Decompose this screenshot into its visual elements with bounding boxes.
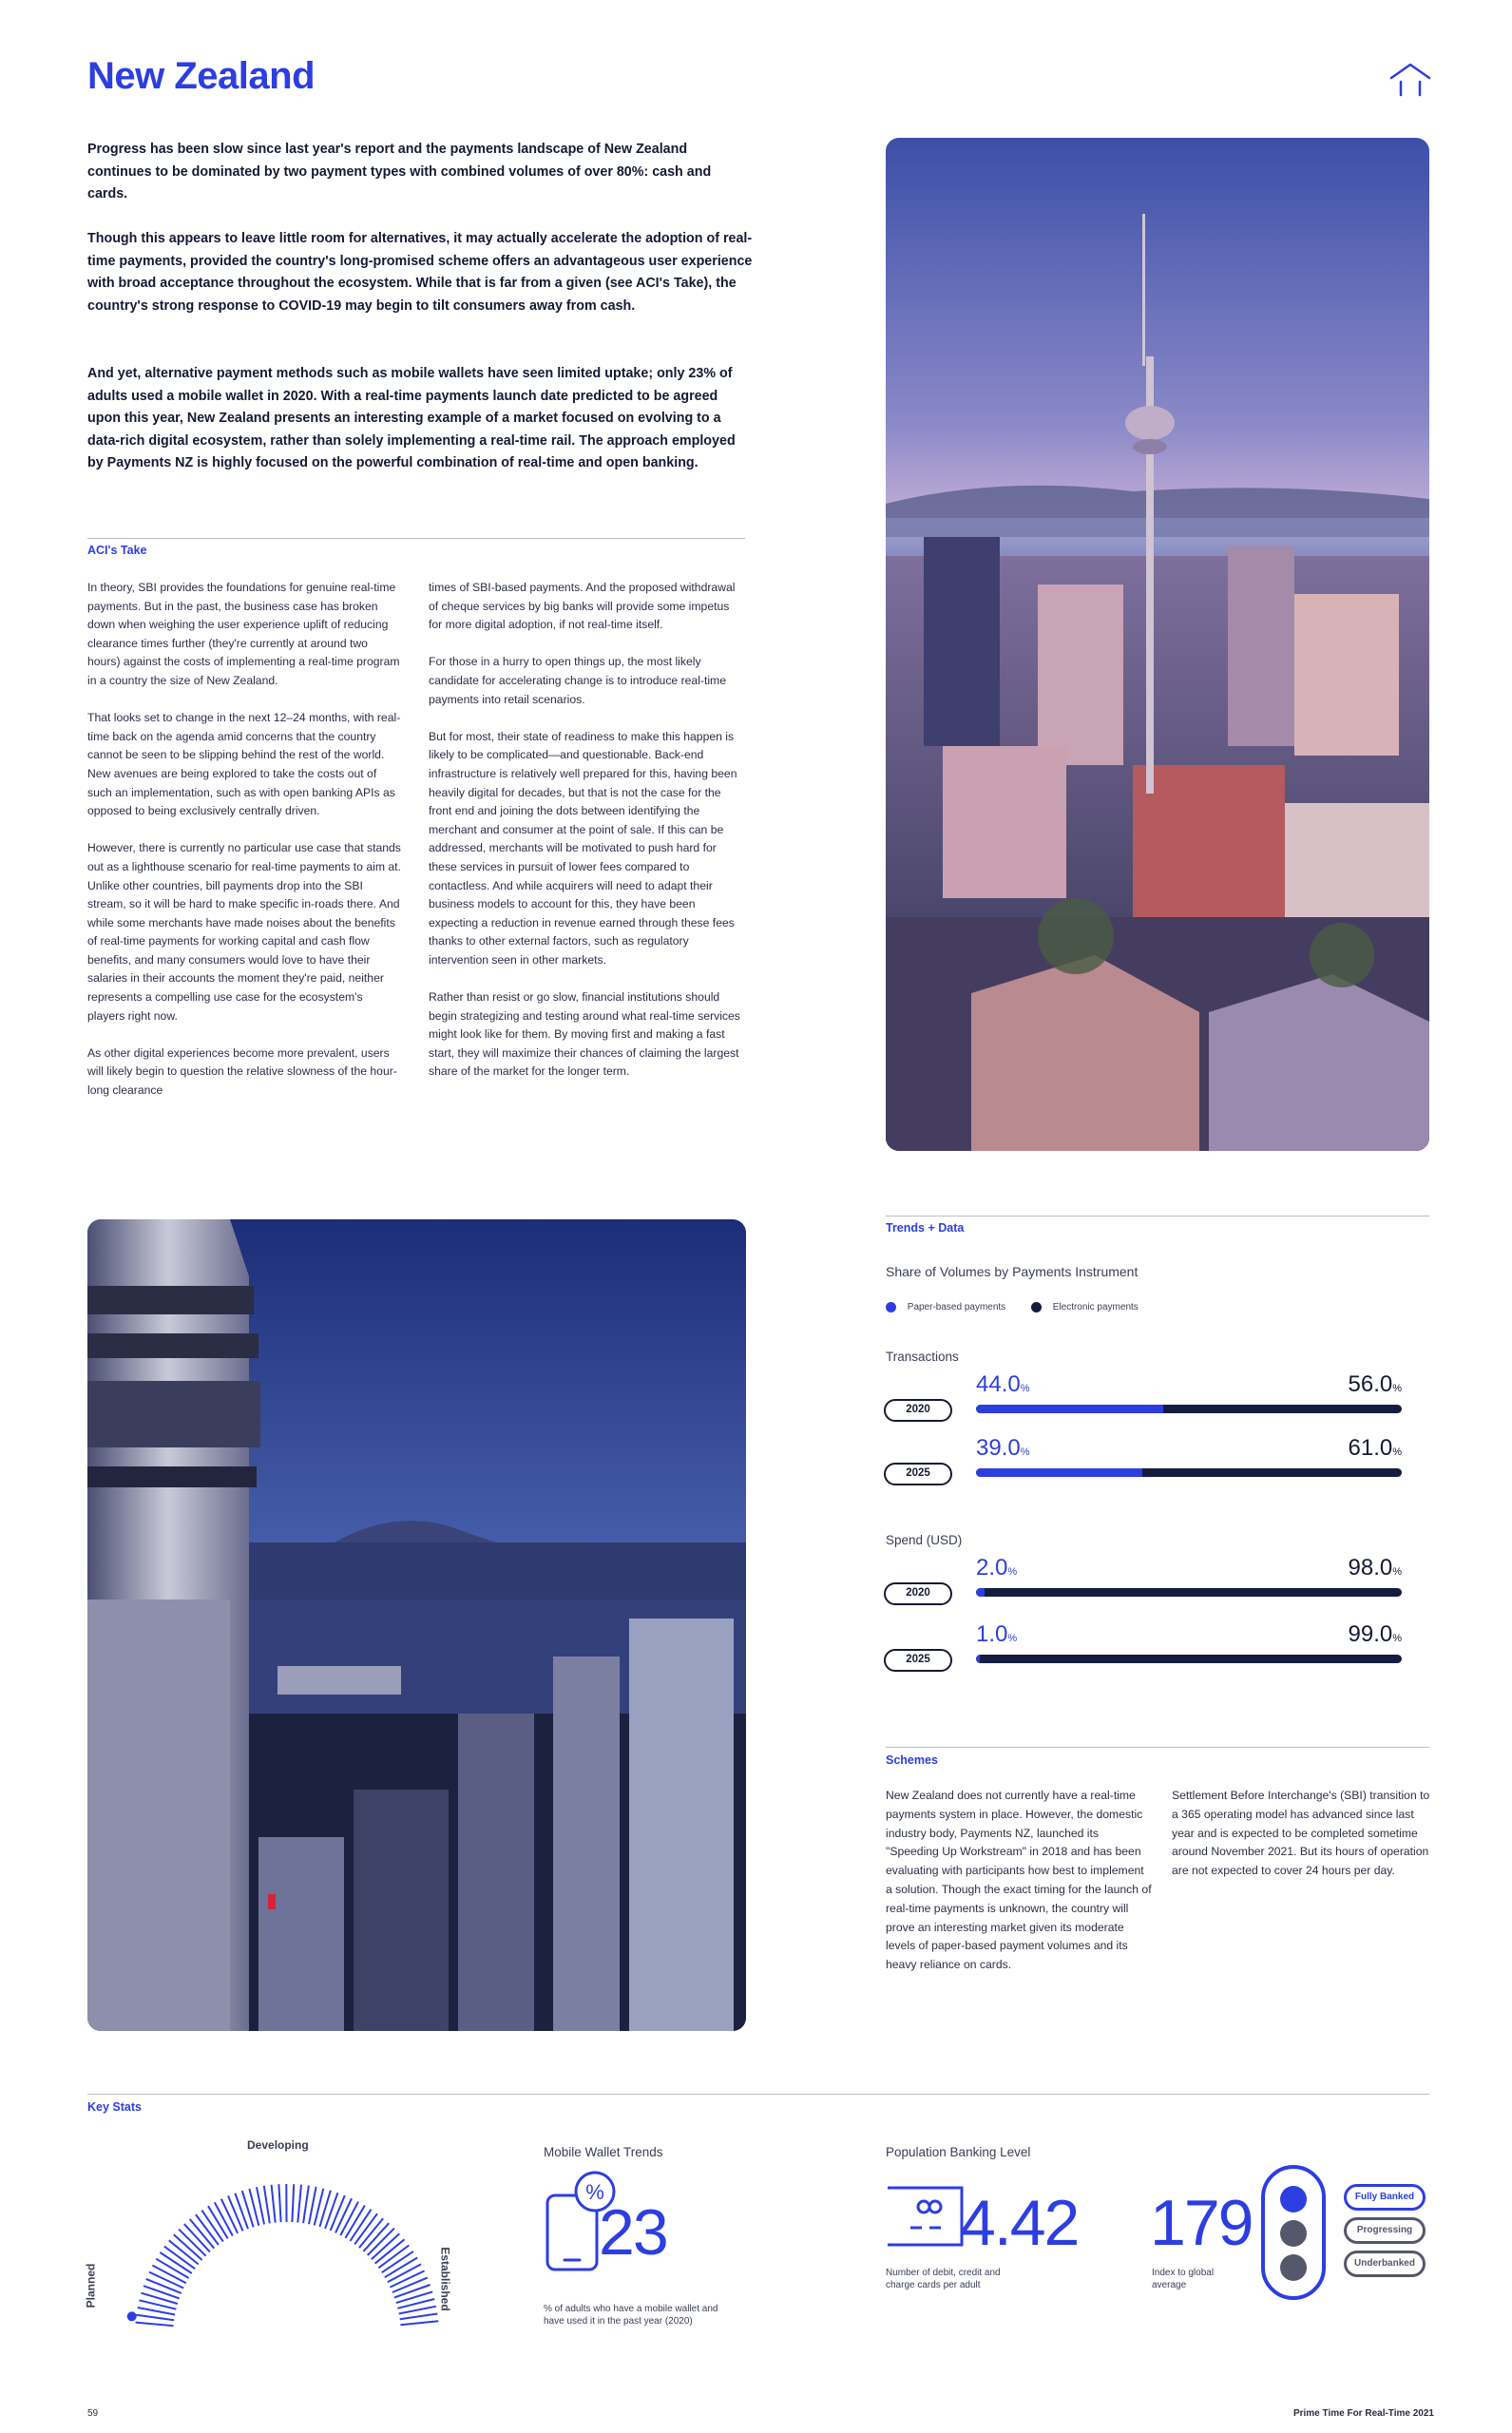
value-label-electronic [1288, 1371, 1402, 1398]
acis-take-column-1 [87, 579, 401, 1119]
gauge-label-established: Established [438, 2247, 452, 2311]
sky-tower-photo [87, 1219, 746, 2031]
status-badge-underbanked: Underbanked [1344, 2251, 1426, 2277]
legend-label-electronic: Electronic payments [1052, 1302, 1139, 1313]
legend-swatch-paper [886, 1302, 896, 1312]
traffic-light-progressing [1280, 2220, 1307, 2247]
cards-per-adult-caption: Number of debit, credit and charge cards per adult [886, 2268, 1001, 2290]
real-time-readiness-gauge [84, 2136, 487, 2327]
legend-label-paper: Paper-based payments [907, 1302, 1006, 1313]
intro-paragraph-1: Progress has been slow since last year's report and the payments landscape of New Zealand continues to be dominated by two payment types with combined volumes of over 80%: cash and cards. [87, 142, 712, 201]
gauge-tick [400, 2321, 438, 2325]
banking-traffic-light [1261, 2165, 1326, 2300]
value-unit: % [1007, 1633, 1018, 1644]
gauge-tick [278, 2184, 280, 2222]
bar-paper-based [976, 1468, 1142, 1477]
gauge-label-developing: Developing [247, 2138, 309, 2152]
acis-take-paragraph: But for most, their state of readiness to make this happen is likely to be complicated—and questionable. Back-end infrastructure is relatively well prepared for this, having been heavily digital for decades, but that is not the case for the front end and joining the dots between identifying the merchant and consumer at the point of sale. If this can be addressed, merchants will be motivated to push hard for these services in pursuit of lower fees compared to contactless. And while acquirers will need to adapt their business models to account for this, they have been expecting a reduction in revenue earned through these fees thanks to other external factors, such as regulatory intervention seen in other markets. [429, 729, 737, 967]
trends-heading: Trends + Data [886, 1221, 965, 1235]
chart-title: Spend (USD) [886, 1533, 963, 1547]
acis-take-paragraph: For those in a hurry to open things up, the most likely candidate for accelerating change is to introduce real-time payments into retail scenarios. [429, 655, 726, 706]
value-label-paper [976, 1371, 1030, 1398]
trends-subtitle: Share of Volumes by Payments Instrument [886, 1264, 1139, 1279]
traffic-light-underbanked [1280, 2254, 1307, 2281]
value-unit: % [1392, 1383, 1402, 1394]
gauge-tick [303, 2186, 309, 2224]
status-badge-fully-banked: Fully Banked [1344, 2184, 1426, 2211]
gauge-tick [137, 2315, 175, 2321]
cards-per-adult-value: 4.42 [960, 2187, 1079, 2259]
schemes-column-1: New Zealand does not currently have a real-time payments system in place. However, the domestic industry body, Payments NZ, launched its "Speeding Up Workstream" in 2018 and has been evaluating with participants how best to implement a solution. Though the exact timing for the launch of real-time payments is unknown, the country will prove an interesting market given its moderate levels of paper-based payment volumes and its heavy reliance on cards. [886, 1789, 1152, 1972]
value-number: 61.0 [1348, 1435, 1393, 1461]
publication-title: Prime Time For Real-Time 2021 [1292, 2408, 1434, 2419]
value-unit: % [1020, 1383, 1030, 1394]
key-stats-heading: Key Stats [87, 2100, 142, 2114]
page-number: 59 [87, 2408, 99, 2419]
gauge-tick [331, 2195, 345, 2231]
bar-paper-based [976, 1588, 985, 1597]
percent-symbol: % [585, 2180, 604, 2204]
page-title: New Zealand [87, 55, 316, 97]
gauge-ticks [87, 2136, 487, 2327]
legend-swatch-electronic [1031, 1302, 1042, 1312]
gauge-tick [292, 2184, 294, 2222]
gauge-tick [144, 2286, 180, 2298]
value-label-paper [976, 1435, 1030, 1462]
credit-card-icon [886, 2182, 966, 2251]
year-label: 2025 [884, 1463, 952, 1485]
schemes-heading: Schemes [886, 1753, 938, 1767]
value-unit: % [1007, 1566, 1018, 1578]
value-number: 98.0 [1348, 1555, 1393, 1580]
gauge-label-planned: Planned [84, 2263, 98, 2308]
acis-take-paragraph: However, there is currently no particular use case that stands out as a lighthouse scenario for real-time payments to aim at. Unlike other countries, bill payments drop into the SBI stream, so it will be hard to make specific in-roads there. And while some merchants have made noises about the benefits of real-time payments for working capital and cash flow benefits, and many consumers would love to have their salaries in their accounts the moment they're paid, neither represents a compelling use case for the ecosystem's players right now. [87, 841, 401, 1023]
value-unit: % [1392, 1446, 1402, 1458]
value-label-electronic [1288, 1621, 1402, 1648]
value-number: 2.0 [976, 1555, 1008, 1580]
divider [886, 1747, 1429, 1748]
value-number: 1.0 [976, 1621, 1008, 1647]
gauge-tick [228, 2196, 243, 2232]
acis-take-heading: ACI's Take [87, 544, 147, 557]
gauge-tick [138, 2308, 175, 2315]
gauge-tick [272, 2185, 276, 2223]
gauge-tick [264, 2186, 270, 2224]
gauge-tick [392, 2278, 428, 2292]
mobile-wallet-value: 23 [599, 2196, 667, 2269]
value-number: 99.0 [1348, 1621, 1393, 1647]
mobile-wallet-title: Mobile Wallet Trends [544, 2145, 663, 2159]
value-label-electronic [1288, 1435, 1402, 1462]
gauge-tick [325, 2193, 337, 2229]
chart-title: Transactions [886, 1350, 959, 1364]
value-label-paper [976, 1555, 1017, 1581]
acis-take-column-2 [429, 579, 745, 1101]
value-unit: % [1020, 1446, 1030, 1458]
gauge-tick [400, 2314, 438, 2320]
value-number: 44.0 [976, 1371, 1021, 1397]
bar-electronic [976, 1405, 1402, 1413]
acis-take-paragraph: That looks set to change in the next 12–24 months, with real-time back on the agenda amid concerns that the country cannot be seen to be slipping behind the rest of the world. New avenues are being explored to take the costs out of such an implementation, such as with open banking APIs as opposed to being exclusively centrally driven. [87, 711, 401, 818]
bar-paper-based [976, 1655, 980, 1663]
acis-take-paragraph: Rather than resist or go slow, financial institutions should begin strategizing and testing around what real-time services might look like for them. By moving first and making a fast start, they will maximize their chances of claiming the largest share of the market for the longer term. [429, 990, 740, 1079]
acis-take-paragraph: In theory, SBI provides the foundations for genuine real-time payments. But in the past, the business case has broken down when weighing the user experience uplift of reducing clearance times further (they're currently at around two hours) against the costs of implementing a real-time program in a country the size of New Zealand. [87, 581, 400, 687]
gauge-tick [235, 2194, 248, 2230]
value-label-electronic [1288, 1555, 1402, 1581]
home-icon[interactable] [1388, 59, 1433, 101]
gauge-tick [146, 2279, 182, 2293]
intro-paragraph-3: And yet, alternative payment methods such as mobile wallets have seen limited uptake; only 23% of adults used a mobile wallet in 2020. With a real-time payments launch date predicted to be agreed upon this year, New Zealand presents an interesting example of a market focused on evolving to a data-rich digital ecosystem, rather than solely implementing a real-time rail. The approach employed by Payments NZ is highly focused on the powerful combination of real-time and open banking. [87, 366, 736, 470]
divider [87, 2094, 1429, 2095]
value-label-paper [976, 1621, 1017, 1648]
intro-paragraph-2: Though this appears to leave little room for alternatives, it may actually accelerate the adoption of real-time payments, provided the country's long-promised scheme offers an advantageous user experience with broad acceptance throughout the ecosystem. While that is far from a given (see ACI's Take), the country's strong response to COVID-19 may begin to tilt consumers away from cash. [87, 231, 753, 314]
traffic-light-fully-banked [1280, 2186, 1307, 2213]
schemes-column-2: Settlement Before Interchange's (SBI) transition to a 365 operating model has advanced since last year and is expected to be completed sometime around November 2021. But its hours of operation are not expected to cover 24 hours per day. [1172, 1789, 1430, 1878]
gauge-indicator [127, 2311, 137, 2321]
divider [87, 538, 745, 539]
banking-index-value: 179 [1150, 2187, 1253, 2259]
bar-electronic [976, 1468, 1402, 1477]
gauge-tick [136, 2323, 174, 2327]
banking-index-caption: Index to global average [1152, 2268, 1215, 2290]
value-unit: % [1392, 1566, 1402, 1578]
mobile-wallet-caption: % of adults who have a mobile wallet and have used it in the past year (2020) [544, 2304, 718, 2327]
chart-legend [886, 1302, 1139, 1312]
value-number: 56.0 [1348, 1371, 1393, 1397]
bar-electronic [976, 1588, 1402, 1597]
gauge-tick [297, 2185, 301, 2223]
gauge-tick [394, 2285, 431, 2298]
banking-level-title: Population Banking Level [886, 2145, 1031, 2159]
value-number: 39.0 [976, 1435, 1021, 1461]
bar-paper-based [976, 1405, 1163, 1413]
auckland-skyline-photo [886, 138, 1429, 1151]
acis-take-paragraph: times of SBI-based payments. And the proposed withdrawal of cheque services by big banks will provide some impetus for more digital adoption, if not real-time itself. [429, 581, 736, 632]
status-badge-progressing: Progressing [1344, 2217, 1426, 2244]
acis-take-paragraph: As other digital experiences become more prevalent, users will likely begin to question the relative slowness of the hour-long clearance [87, 1045, 397, 1098]
year-label: 2020 [884, 1399, 952, 1422]
year-label: 2020 [884, 1582, 952, 1605]
value-unit: % [1392, 1633, 1402, 1644]
year-label: 2025 [884, 1649, 952, 1672]
bar-electronic [976, 1655, 1402, 1663]
